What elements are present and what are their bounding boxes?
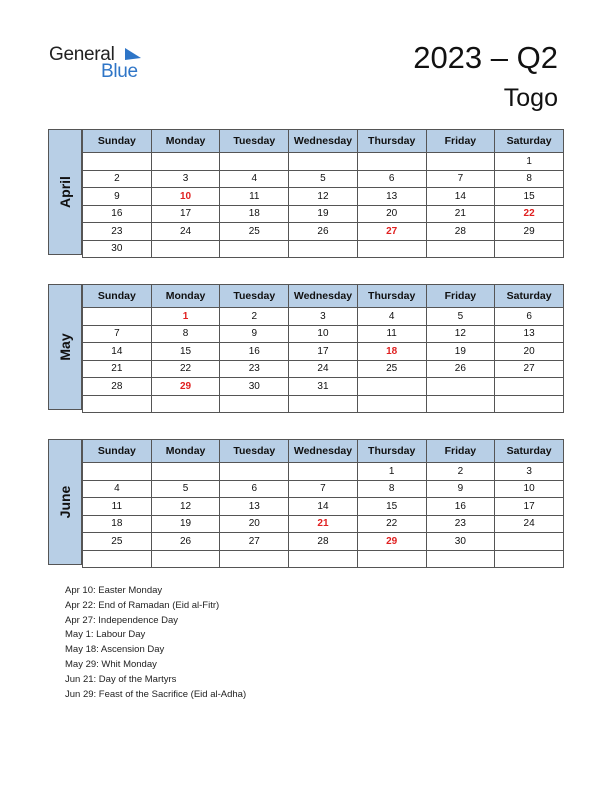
day-cell: 19	[151, 515, 220, 533]
day-cell: 3	[289, 308, 358, 326]
day-cell	[151, 240, 220, 258]
day-cell: 17	[151, 205, 220, 223]
day-cell: 30	[426, 533, 495, 551]
weekday-header: Tuesday	[220, 285, 289, 308]
day-cell: 5	[289, 170, 358, 188]
day-cell: 24	[495, 515, 564, 533]
day-cell: 14	[426, 188, 495, 206]
weekday-header: Thursday	[357, 285, 426, 308]
week-row	[83, 343, 564, 361]
day-cell	[83, 550, 152, 568]
day-cell	[83, 308, 152, 326]
month-name: April	[57, 176, 73, 208]
day-cell	[220, 395, 289, 413]
day-cell: 10	[151, 188, 220, 206]
day-cell: 4	[220, 170, 289, 188]
day-cell	[426, 378, 495, 396]
day-cell: 4	[357, 308, 426, 326]
day-cell: 26	[151, 533, 220, 551]
day-cell: 29	[151, 378, 220, 396]
day-cell: 30	[220, 378, 289, 396]
day-cell	[495, 533, 564, 551]
week-row	[83, 223, 564, 241]
week-row	[83, 498, 564, 516]
week-row	[83, 240, 564, 258]
weekday-header: Monday	[151, 285, 220, 308]
day-cell: 3	[151, 170, 220, 188]
day-cell: 28	[426, 223, 495, 241]
holiday-note: May 29: Whit Monday	[65, 658, 157, 670]
weekday-header: Sunday	[83, 440, 152, 463]
logo-blue-text: Blue	[101, 61, 138, 82]
day-cell: 4	[83, 480, 152, 498]
day-cell: 6	[220, 480, 289, 498]
holiday-list	[65, 584, 246, 702]
weekday-header: Saturday	[495, 440, 564, 463]
day-cell: 19	[426, 343, 495, 361]
day-cell: 25	[83, 533, 152, 551]
day-cell: 29	[357, 533, 426, 551]
day-cell: 24	[151, 223, 220, 241]
day-cell: 9	[220, 325, 289, 343]
day-cell	[357, 550, 426, 568]
day-cell	[357, 395, 426, 413]
week-row	[83, 308, 564, 326]
holiday-note: Apr 10: Easter Monday	[65, 585, 163, 596]
day-cell	[220, 550, 289, 568]
country-name: Togo	[503, 84, 558, 112]
month-side-label	[48, 129, 82, 255]
day-cell	[426, 153, 495, 171]
week-row	[83, 188, 564, 206]
day-cell: 18	[357, 343, 426, 361]
day-cell: 27	[357, 223, 426, 241]
day-cell: 1	[495, 153, 564, 171]
week-row	[83, 395, 564, 413]
day-cell: 25	[220, 223, 289, 241]
day-cell	[220, 463, 289, 481]
logo-general-text: General	[49, 44, 115, 65]
week-row	[83, 205, 564, 223]
day-cell: 9	[83, 188, 152, 206]
day-cell: 30	[83, 240, 152, 258]
month-calendar-table	[82, 284, 564, 413]
day-cell: 23	[220, 360, 289, 378]
day-cell: 13	[220, 498, 289, 516]
day-cell: 11	[220, 188, 289, 206]
logo-flag-icon	[125, 48, 141, 60]
day-cell: 6	[357, 170, 426, 188]
day-cell	[83, 463, 152, 481]
day-cell: 29	[495, 223, 564, 241]
day-cell: 12	[426, 325, 495, 343]
page-title: 2023 – Q2	[413, 40, 558, 75]
day-cell: 31	[289, 378, 358, 396]
weekday-header-row	[83, 130, 564, 153]
day-cell	[357, 378, 426, 396]
day-cell: 27	[495, 360, 564, 378]
day-cell: 21	[289, 515, 358, 533]
day-cell: 25	[357, 360, 426, 378]
day-cell	[289, 550, 358, 568]
week-row	[83, 463, 564, 481]
day-cell: 23	[83, 223, 152, 241]
day-cell: 5	[426, 308, 495, 326]
week-row	[83, 480, 564, 498]
day-cell	[357, 240, 426, 258]
day-cell	[220, 153, 289, 171]
day-cell: 22	[495, 205, 564, 223]
day-cell	[83, 395, 152, 413]
day-cell: 8	[357, 480, 426, 498]
day-cell: 19	[289, 205, 358, 223]
day-cell: 10	[289, 325, 358, 343]
day-cell: 11	[83, 498, 152, 516]
day-cell	[357, 153, 426, 171]
day-cell	[151, 395, 220, 413]
day-cell: 13	[495, 325, 564, 343]
day-cell: 2	[83, 170, 152, 188]
holiday-note: Apr 22: End of Ramadan (Eid al-Fitr)	[65, 599, 220, 611]
day-cell: 8	[495, 170, 564, 188]
day-cell: 2	[426, 463, 495, 481]
weekday-header-row	[83, 285, 564, 308]
month-name: May	[57, 333, 73, 361]
month-calendar-table	[82, 439, 564, 568]
holiday-note: May 18: Ascension Day	[65, 644, 165, 656]
day-cell	[289, 240, 358, 258]
day-cell: 7	[426, 170, 495, 188]
day-cell: 21	[83, 360, 152, 378]
weekday-header: Monday	[151, 440, 220, 463]
day-cell: 1	[357, 463, 426, 481]
holiday-note: May 1: Labour Day	[65, 629, 146, 641]
day-cell: 11	[357, 325, 426, 343]
day-cell	[83, 153, 152, 171]
weekday-header: Saturday	[495, 285, 564, 308]
day-cell	[495, 378, 564, 396]
day-cell: 17	[289, 343, 358, 361]
day-cell: 14	[289, 498, 358, 516]
day-cell	[151, 550, 220, 568]
day-cell: 15	[495, 188, 564, 206]
day-cell: 24	[289, 360, 358, 378]
day-cell: 26	[289, 223, 358, 241]
day-cell	[426, 240, 495, 258]
day-cell: 28	[289, 533, 358, 551]
day-cell: 22	[357, 515, 426, 533]
day-cell: 28	[83, 378, 152, 396]
day-cell: 15	[357, 498, 426, 516]
day-cell: 20	[495, 343, 564, 361]
day-cell	[289, 463, 358, 481]
weekday-header: Thursday	[357, 130, 426, 153]
week-row	[83, 515, 564, 533]
day-cell: 14	[83, 343, 152, 361]
day-cell: 2	[220, 308, 289, 326]
day-cell	[151, 153, 220, 171]
weekday-header: Friday	[426, 440, 495, 463]
generalblue-logo	[49, 44, 149, 84]
day-cell	[495, 550, 564, 568]
weekday-header: Wednesday	[289, 285, 358, 308]
day-cell: 26	[426, 360, 495, 378]
day-cell: 12	[151, 498, 220, 516]
day-cell: 5	[151, 480, 220, 498]
day-cell: 10	[495, 480, 564, 498]
day-cell: 16	[83, 205, 152, 223]
weekday-header: Friday	[426, 130, 495, 153]
weekday-header-row	[83, 440, 564, 463]
day-cell	[289, 395, 358, 413]
day-cell: 22	[151, 360, 220, 378]
day-cell: 13	[357, 188, 426, 206]
holiday-note: Apr 27: Independence Day	[65, 614, 179, 626]
day-cell	[220, 240, 289, 258]
week-row	[83, 153, 564, 171]
weekday-header: Thursday	[357, 440, 426, 463]
day-cell: 6	[495, 308, 564, 326]
weekday-header: Sunday	[83, 130, 152, 153]
weekday-header: Friday	[426, 285, 495, 308]
day-cell	[151, 463, 220, 481]
day-cell: 20	[357, 205, 426, 223]
day-cell: 15	[151, 343, 220, 361]
month-name: June	[57, 485, 73, 519]
day-cell: 12	[289, 188, 358, 206]
month-side-label	[48, 284, 82, 410]
day-cell: 23	[426, 515, 495, 533]
week-row	[83, 550, 564, 568]
day-cell: 18	[83, 515, 152, 533]
weekday-header: Wednesday	[289, 130, 358, 153]
day-cell: 18	[220, 205, 289, 223]
holiday-note: Jun 29: Feast of the Sacrifice (Eid al-Adha)	[65, 688, 247, 700]
day-cell: 21	[426, 205, 495, 223]
holiday-note: Jun 21: Day of the Martyrs	[65, 673, 177, 685]
day-cell: 20	[220, 515, 289, 533]
weekday-header: Sunday	[83, 285, 152, 308]
day-cell: 7	[289, 480, 358, 498]
week-row	[83, 170, 564, 188]
week-row	[83, 360, 564, 378]
month-side-label	[48, 439, 82, 565]
week-row	[83, 378, 564, 396]
day-cell	[426, 395, 495, 413]
day-cell	[426, 550, 495, 568]
day-cell: 27	[220, 533, 289, 551]
day-cell: 16	[426, 498, 495, 516]
day-cell	[495, 395, 564, 413]
day-cell: 16	[220, 343, 289, 361]
weekday-header: Wednesday	[289, 440, 358, 463]
day-cell: 3	[495, 463, 564, 481]
week-row	[83, 325, 564, 343]
day-cell: 9	[426, 480, 495, 498]
day-cell: 1	[151, 308, 220, 326]
weekday-header: Saturday	[495, 130, 564, 153]
day-cell: 17	[495, 498, 564, 516]
weekday-header: Monday	[151, 130, 220, 153]
weekday-header: Tuesday	[220, 440, 289, 463]
day-cell	[289, 153, 358, 171]
day-cell: 7	[83, 325, 152, 343]
day-cell	[495, 240, 564, 258]
week-row	[83, 533, 564, 551]
weekday-header: Tuesday	[220, 130, 289, 153]
month-calendar-table	[82, 129, 564, 258]
day-cell: 8	[151, 325, 220, 343]
